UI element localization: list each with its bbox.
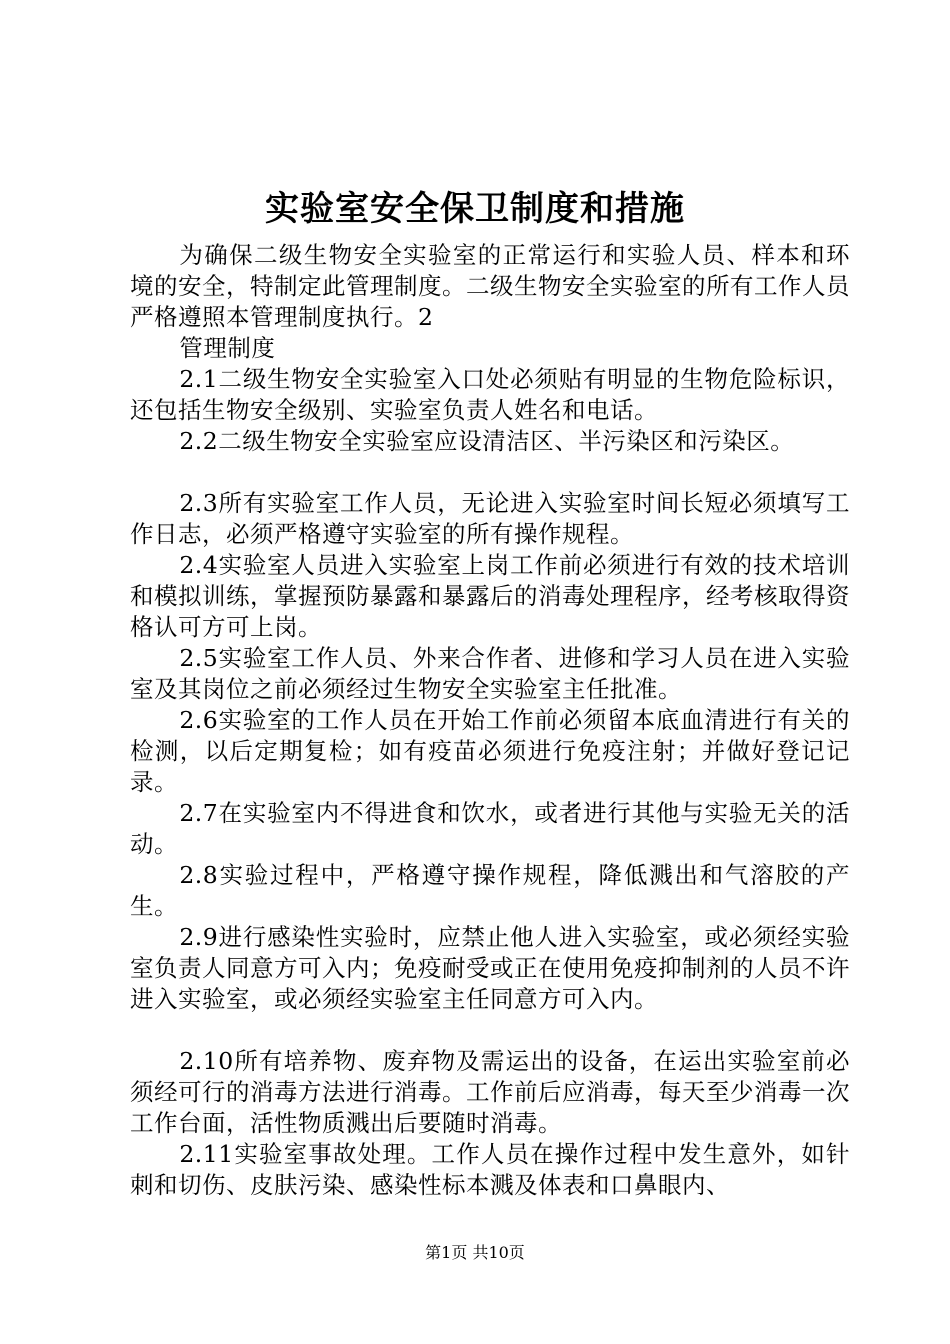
clause-2-7: 2.7在实验室内不得进食和饮水，或者进行其他与实验无关的活动。 xyxy=(130,799,850,858)
clause-2-8: 2.8实验过程中，严格遵守操作规程，降低溅出和气溶胶的产生。 xyxy=(130,861,850,920)
section-heading: 管理制度 xyxy=(179,334,276,362)
clause-2-11: 2.11实验室事故处理。工作人员在操作过程中发生意外，如针刺和切伤、皮肤污染、感染性标本溅及体表和口鼻眼内、 xyxy=(130,1140,850,1199)
document-body xyxy=(130,240,850,1201)
clause-2-6: 2.6实验室的工作人员在开始工作前必须留本底血清进行有关的检测，以后定期复检；如有疫苗必须进行免疫注射；并做好登记记录。 xyxy=(130,706,850,796)
intro-paragraph: 为确保二级生物安全实验室的正常运行和实验人员、样本和环境的安全，特制定此管理制度。二级生物安全实验室的所有工作人员严格遵照本管理制度执行。2 xyxy=(130,241,850,331)
document-title: 实验室安全保卫制度和措施 xyxy=(265,189,685,229)
clause-2-10: 2.10所有培养物、废弃物及需运出的设备，在运出实验室前必须经可行的消毒方法进行消毒。工作前后应消毒，每天至少消毒一次工作台面，活性物质溅出后要随时消毒。 xyxy=(130,1047,850,1137)
clause-2-3: 2.3所有实验室工作人员，无论进入实验室时间长短必须填写工作日志，必须严格遵守实验室的所有操作规程。 xyxy=(130,489,850,548)
page-footer: 第1页 共10页 xyxy=(425,1243,525,1262)
clause-2-5: 2.5实验室工作人员、外来合作者、进修和学习人员在进入实验室及其岗位之前必须经过生物安全实验室主任批准。 xyxy=(130,644,850,703)
clause-2-9: 2.9进行感染性实验时，应禁止他人进入实验室，或必须经实验室负责人同意方可入内；免疫耐受或正在使用免疫抑制剂的人员不许进入实验室，或必须经实验室主任同意方可入内。 xyxy=(130,923,850,1013)
clause-2-2: 2.2二级生物安全实验室应设清洁区、半污染区和污染区。 xyxy=(179,427,795,455)
clause-2-4: 2.4实验室人员进入实验室上岗工作前必须进行有效的技术培训和模拟训练，掌握预防暴露和暴露后的消毒处理程序，经考核取得资格认可方可上岗。 xyxy=(130,551,850,641)
clause-2-1: 2.1二级生物安全实验室入口处必须贴有明显的生物危险标识，还包括生物安全级别、实验室负责人姓名和电话。 xyxy=(130,365,850,424)
